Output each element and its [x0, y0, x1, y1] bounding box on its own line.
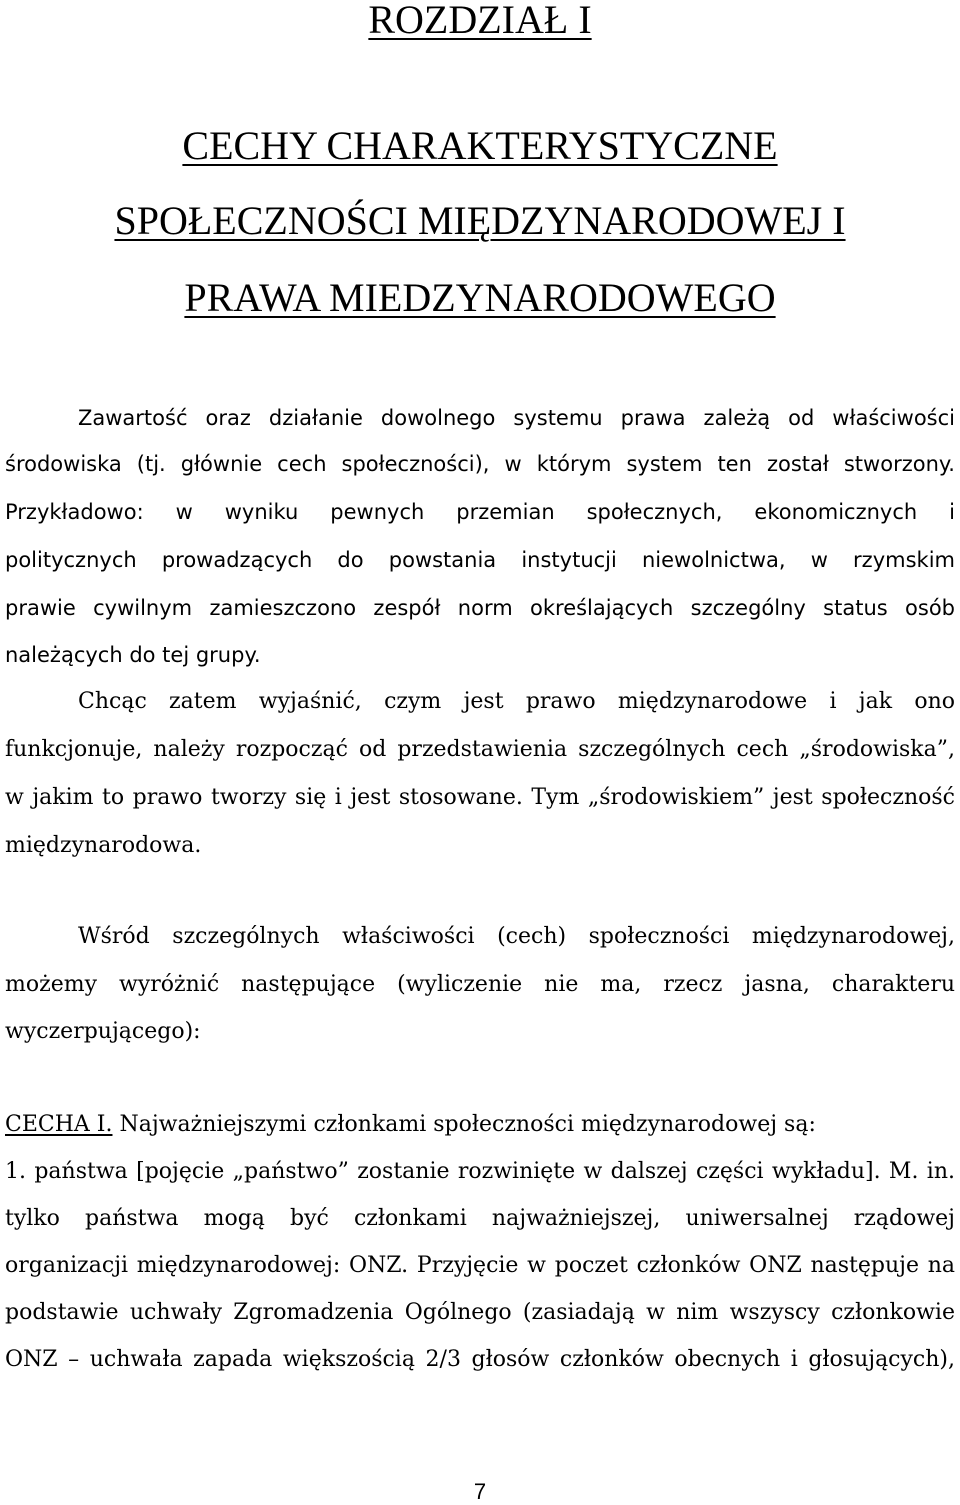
paragraph-line: w jakim to prawo tworzy się i jest stosowane. Tym „środowiskiem” jest społeczność	[5, 785, 955, 810]
paragraph-line: należących do tej grupy.	[5, 643, 261, 667]
list-item-line: ONZ – uchwała zapada większością 2/3 głosów członków obecnych i głosujących),	[5, 1347, 955, 1372]
paragraph-line: Zawartość oraz działanie dowolnego systemu prawa zależą od właściwości	[78, 406, 955, 430]
list-item-line: podstawie uchwały Zgromadzenia Ogólnego (zasiadają w nim wszyscy członkowie	[5, 1300, 955, 1325]
list-item-line: organizacji międzynarodowej: ONZ. Przyjęcie w poczet członków ONZ następuje na	[5, 1253, 955, 1278]
list-item-text: państwa [pojęcie „państwo” zostanie rozwinięte w dalszej części wykładu]. M. in.	[26, 1159, 955, 1184]
list-item-line	[5, 1159, 955, 1185]
paragraph-line: prawie cywilnym zamieszczono zespół norm określających szczególny status osób	[5, 596, 955, 620]
feature-label: CECHA I.	[5, 1112, 113, 1137]
title-line: PRAWA MIEDZYNARODOWEGO	[184, 275, 776, 320]
chapter-heading: ROZDZIAŁ I	[368, 0, 592, 42]
list-item-number: 1.	[5, 1159, 26, 1184]
feature-heading	[5, 1112, 955, 1138]
paragraph-line: środowiska (tj. głównie cech społeczności), w którym system ten został stworzony.	[5, 452, 955, 476]
paragraph-line: wyczerpującego):	[5, 1019, 201, 1044]
paragraph-line: politycznych prowadzących do powstania instytucji niewolnictwa, w rzymskim	[5, 548, 955, 572]
paragraph-line: możemy wyróżnić następujące (wyliczenie nie ma, rzecz jasna, charakteru	[5, 972, 955, 997]
paragraph-line: Chcąc zatem wyjaśnić, czym jest prawo międzynarodowe i jak ono	[78, 689, 955, 714]
paragraph-line: Wśród szczególnych właściwości (cech) społeczności międzynarodowej,	[78, 924, 955, 949]
paragraph-line: międzynarodowa.	[5, 833, 202, 858]
list-item-line: tylko państwa mogą być członkami najważniejszej, uniwersalnej rządowej	[5, 1206, 955, 1231]
paragraph-line: funkcjonuje, należy rozpocząć od przedstawienia szczególnych cech „środowiska”,	[5, 737, 955, 762]
title-line: SPOŁECZNOŚCI MIĘDZYNARODOWEJ I	[114, 198, 846, 243]
paragraph-line: Przykładowo: w wyniku pewnych przemian społecznych, ekonomicznych i	[5, 500, 955, 524]
page-number: 7	[473, 1479, 487, 1504]
feature-text: Najważniejszymi członkami społeczności międzynarodowej są:	[112, 1112, 816, 1137]
title-line: CECHY CHARAKTERYSTYCZNE	[182, 123, 778, 168]
